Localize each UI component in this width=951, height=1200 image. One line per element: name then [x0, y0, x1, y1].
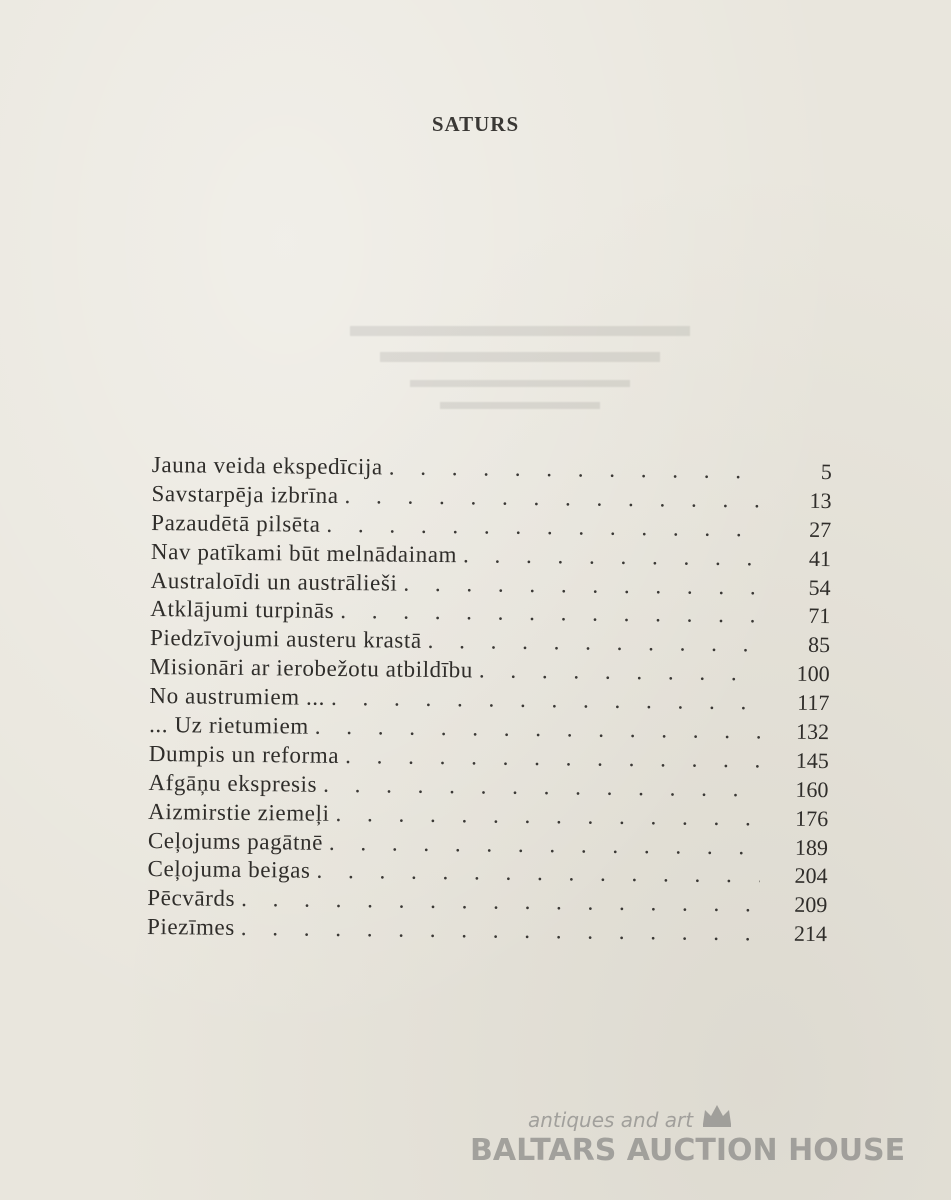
- show-through-texture: [330, 318, 710, 418]
- contents-heading: SATURS: [431, 112, 520, 136]
- toc-entry-page: 209: [794, 892, 828, 918]
- toc-dot-leader: [345, 743, 761, 773]
- toc-dot-leader: [331, 685, 762, 716]
- toc-dot-leader: [340, 598, 762, 628]
- toc-entry-title: Misionāri ar ierobežotu atbildību: [149, 654, 474, 683]
- toc-entry-title: ... Uz rietumiem: [149, 712, 309, 739]
- toc-entry-page: 117: [797, 689, 830, 716]
- toc-entry-title: No austrumiem ...: [149, 683, 326, 710]
- toc-entry-page: 145: [795, 747, 829, 774]
- toc-entry: [147, 914, 827, 950]
- toc-entry-page: 41: [808, 545, 832, 571]
- toc-entry-page: 176: [795, 805, 829, 831]
- toc-entry-page: 5: [820, 459, 832, 485]
- toc-entry-title: Pēcvārds: [147, 885, 236, 912]
- toc-entry-title: Savstarpēja izbrīna: [151, 480, 339, 508]
- toc-entry-page: 204: [794, 863, 828, 889]
- toc-dot-leader: [428, 628, 763, 657]
- watermark-name: BALTARS AUCTION HOUSE: [470, 1133, 906, 1168]
- toc-dot-leader: [329, 829, 760, 860]
- toc-dot-leader: [323, 772, 761, 803]
- toc-entry-page: 132: [795, 718, 830, 745]
- toc-dot-leader: [335, 801, 760, 831]
- toc-entry-title: Ceļojuma beigas: [147, 856, 311, 884]
- toc-entry-page: 27: [809, 516, 832, 542]
- toc-entry-page: 13: [809, 487, 832, 514]
- toc-entry-page: 189: [794, 834, 829, 860]
- toc-entry-page: 214: [793, 920, 828, 947]
- reverse-page-show-through: [330, 318, 710, 418]
- toc-dot-leader: [326, 512, 763, 543]
- toc-entry-title: Aizmirstie ziemeļi: [148, 798, 330, 826]
- toc-dot-leader: [389, 454, 764, 484]
- toc-entry-title: Afgāņu ekspresis: [148, 769, 318, 797]
- toc-dot-leader: [315, 714, 762, 745]
- toc-entry-title: Atklājumi turpinās: [150, 596, 335, 624]
- toc-dot-leader: [344, 483, 763, 513]
- toc-entry-page: 160: [795, 776, 829, 802]
- toc-entry-title: Nav patīkami būt melnādainam: [150, 538, 458, 567]
- toc-entry-title: Dumpis un reforma: [148, 740, 340, 768]
- auction-house-watermark: [470, 1108, 906, 1178]
- toc-entry-page: 71: [808, 603, 831, 629]
- table-of-contents: [147, 452, 832, 950]
- toc-entry-page: 54: [808, 574, 831, 600]
- toc-entry-page: 100: [796, 660, 830, 687]
- toc-entry-title: Piedzīvojumi austeru krastā: [149, 625, 422, 654]
- toc-dot-leader: [463, 542, 763, 571]
- toc-entry-title: Ceļojums pagātnē: [147, 827, 324, 855]
- toc-entry-title: Piezīmes: [146, 914, 235, 941]
- watermark-tagline: antiques and art: [528, 1108, 694, 1132]
- toc-entry-title: Pazaudētā pilsēta: [151, 509, 321, 537]
- toc-dot-leader: [403, 570, 762, 600]
- toc-entry-page: 85: [807, 632, 831, 658]
- toc-dot-leader: [241, 915, 759, 946]
- toc-dot-leader: [316, 858, 759, 889]
- toc-entry-title: Jauna veida ekspedīcija: [151, 452, 383, 480]
- toc-dot-leader: [479, 658, 762, 687]
- toc-dot-leader: [241, 886, 759, 917]
- crown-icon: [700, 1102, 734, 1128]
- toc-entry-title: Australoīdi un austrālieši: [150, 567, 398, 596]
